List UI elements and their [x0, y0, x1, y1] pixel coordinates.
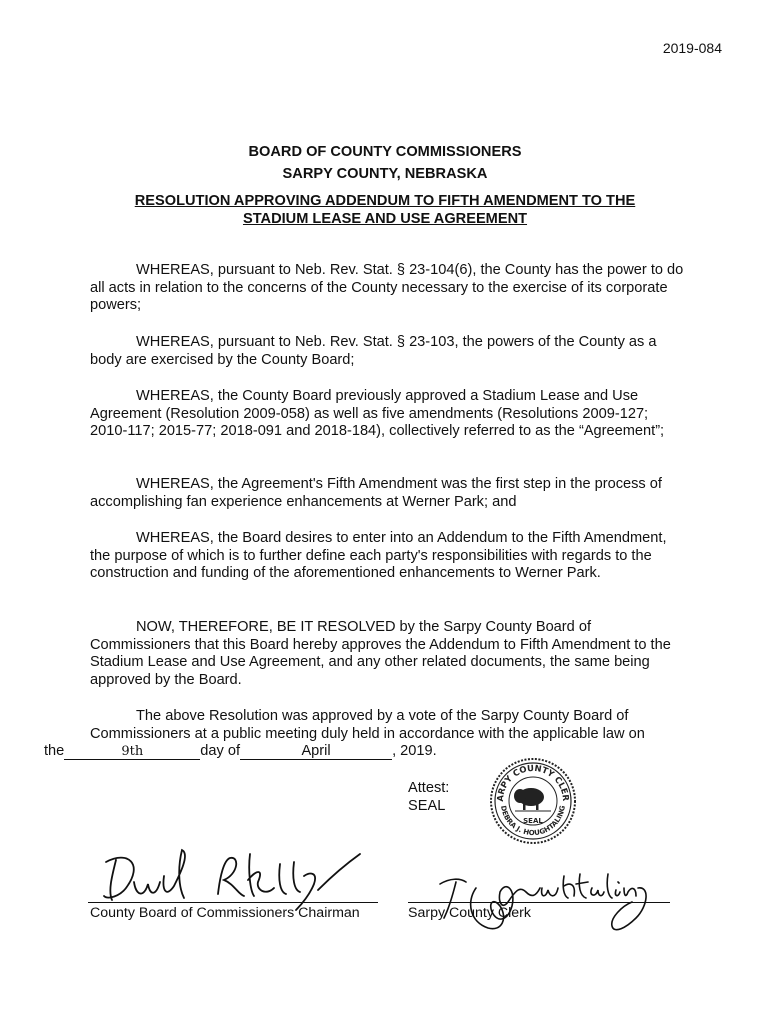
approval-paragraph [44, 708, 688, 761]
county-clerk-seal [485, 750, 577, 845]
seal-bottom-text: DEBRA J. HOUGHTALING [499, 804, 567, 838]
approval-text: The above Resolution was approved by a vote of the Sarpy County Board of Commissioners at a public meeting duly held in accordance with the applicable law on [90, 708, 645, 742]
whereas-paragraph-5: WHEREAS, the Board desires to enter into an Addendum to the Fifth Amendment, the purpose of which is to further define each party's responsibilities with regards to the construction and funding of the aforementioned enhancements to Werner Park. [90, 530, 667, 582]
approval-day-of: day of [200, 743, 241, 760]
resolution-title-line2: STADIUM LEASE AND USE AGREEMENT [242, 210, 528, 227]
whereas-paragraph-3: WHEREAS, the County Board previously approved a Stadium Lease and Use Agreement (Resolution 2009-058) as well as five amendments (Resolutions 2009-127; 2010-117; 2015-77; 2018-091 and 2018-184), collectively referred to as the “Agreement”; [90, 388, 665, 440]
heading-county: SARPY COUNTY, NEBRASKA [282, 166, 488, 182]
document-number: 2019-084 [662, 40, 722, 56]
seal-top-text: SARPY COUNTY CLERK [485, 750, 571, 802]
chairman-signature-line [88, 902, 378, 903]
attest-label: Attest: [408, 780, 450, 796]
approval-year: , 2019. [392, 743, 437, 760]
attest-block [408, 779, 449, 815]
buffalo-icon [514, 788, 551, 811]
resolution-title [0, 193, 770, 228]
clerk-signature [436, 862, 656, 940]
approval-the: the [44, 743, 65, 760]
whereas-paragraph-1: WHEREAS, pursuant to Neb. Rev. Stat. § 23-104(6), the County has the power to do all acts in relation to the concerns of the County necessary to the exercise of its corporate powers; [90, 262, 684, 314]
resolved-paragraph: NOW, THEREFORE, BE IT RESOLVED by the Sarpy County Board of Commissioners that this Board hereby approves the Addendum to Fifth Amendment to the Stadium Lease and Use Agreement, and any other related documents, the same being approved by the Board. [90, 619, 671, 688]
seal-label: SEAL [408, 798, 446, 814]
clerk-signature-line [408, 902, 670, 903]
seal-center-text: SEAL [523, 817, 543, 825]
whereas-paragraph-4: WHEREAS, the Agreement's Fifth Amendment was the first step in the process of accomplishing fan experience enhancements at Werner Park; and [90, 476, 662, 510]
resolution-title-line1: RESOLUTION APPROVING ADDENDUM TO FIFTH AMENDMENT TO THE [134, 193, 636, 209]
heading-board: BOARD OF COUNTY COMMISSIONERS [248, 144, 522, 160]
chairman-signature-label: County Board of Commissioners Chairman [90, 905, 360, 921]
approval-date-line [44, 743, 688, 761]
whereas-paragraph-2: WHEREAS, pursuant to Neb. Rev. Stat. § 23-103, the powers of the County as a body are exercised by the County Board; [90, 334, 657, 368]
clerk-signature-label: Sarpy County Clerk [408, 905, 532, 921]
day-field: 9th [64, 744, 200, 760]
month-field: April [240, 744, 392, 760]
